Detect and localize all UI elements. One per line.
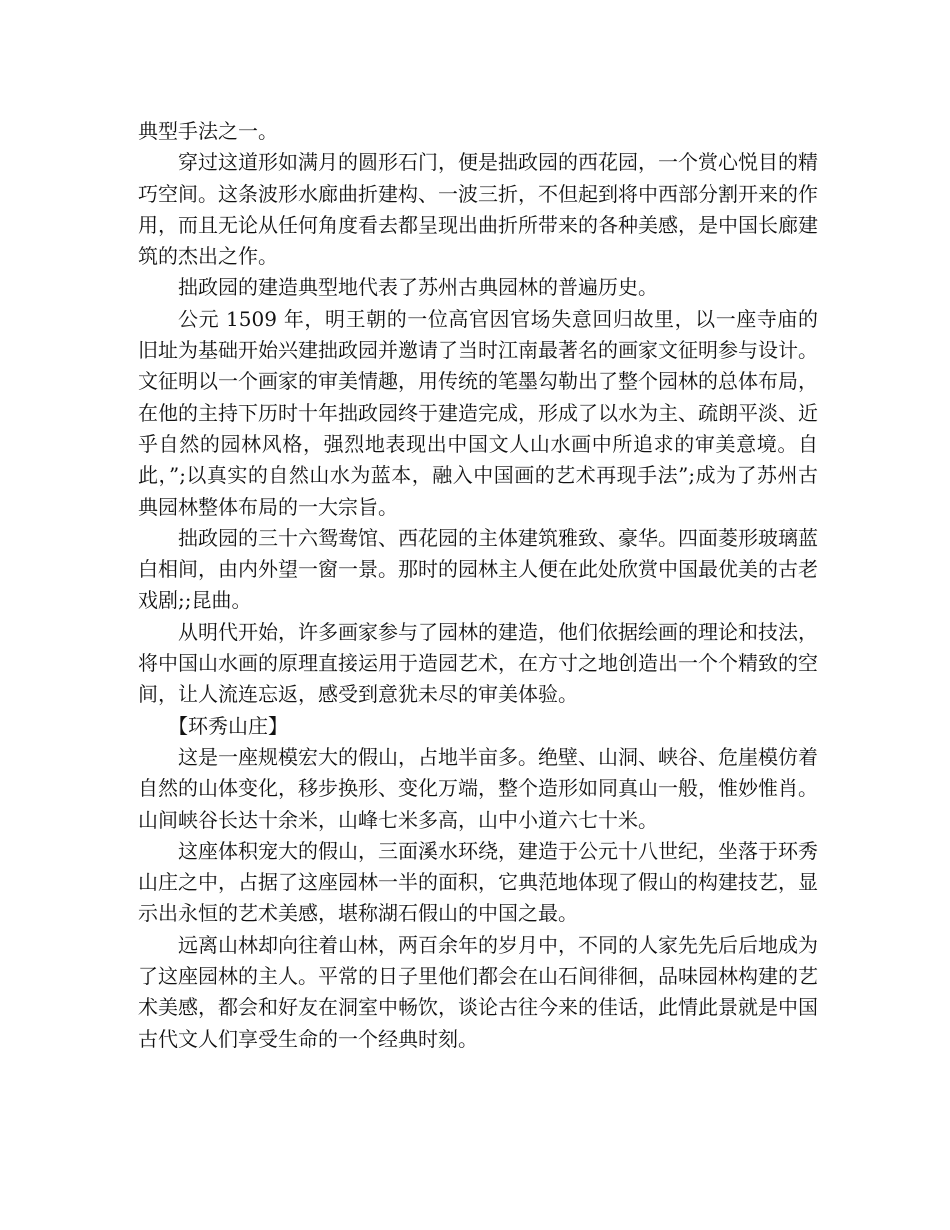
paragraph-west-garden: 穿过这道形如满月的圆形石门，便是拙政园的西花园，一个赏心悦目的精巧空间。这条波形水廊曲折建构、一波三折，不但起到将中西部分割开来的作用，而且无论从任何角度看去都呈现出曲折所带来的各种美感，是中国长廊建筑的杰出之作。	[138, 150, 818, 269]
paragraph-garden-owners: 远离山林却向往着山林，两百余年的岁月中，不同的人家先先后后地成为了这座园林的主人。平常的日子里他们都会在山石间徘徊，品味园林构建的艺术美感，都会和好友在洞室中畅饮，谈论古往今来的佳话，此情此景就是中国古代文人们享受生命的一个经典时刻。	[138, 932, 818, 1051]
paragraph-continuation: 典型手法之一。	[138, 119, 278, 143]
paragraph-rockery-description: 这是一座规模宏大的假山，占地半亩多。绝壁、山洞、峡谷、危崖模仿着自然的山体变化，移步换形、变化万端，整个造形如同真山一般，惟妙惟肖。山间峡谷长达十余米，山峰七米多高，山中小道六七十米。	[138, 744, 818, 832]
section-heading: 【环秀山庄】	[168, 713, 288, 738]
paragraph-ming-painters: 从明代开始，许多画家参与了园林的建造，他们依据绘画的理论和技法，将中国山水画的原理直接运用于造园艺术，在方寸之地创造出一个个精致的空间，让人流连忘返，感受到意犹未尽的审美体验。	[138, 619, 818, 707]
paragraph-rockery-history: 这座体积宠大的假山，三面溪水环绕，建造于公元十八世纪，坐落于环秀山庄之中，占据了这座园林一半的面积，它典范地体现了假山的构建技艺，显示出永恒的艺术美感，堪称湖石假山的中国之最。	[138, 838, 818, 926]
paragraph-mandarin-duck-hall: 拙政园的三十六鸳鸯馆、西花园的主体建筑雅致、豪华。四面菱形玻璃蓝白相间，由内外望一窗一景。那时的园林主人便在此处欣赏中国最优美的古老戏剧;;昆曲。	[138, 525, 818, 613]
paragraph-history-intro: 拙政园的建造典型地代表了苏州古典园林的普遍历史。	[178, 275, 658, 300]
document-body	[138, 116, 818, 1055]
paragraph-1509-history: 公元 1509 年，明王朝的一位高官因官场失意回归故里，以一座寺庙的旧址为基础开始兴建拙政园并邀请了当时江南最著名的画家文征明参与设计。文征明以一个画家的审美情趣，用传统的笔墨勾勒出了整个园林的总体布局，在他的主持下历时十年拙政园终于建造完成，形成了以水为主、疏朗平淡、近乎自然的园林风格，强烈地表现出中国文人山水画中所追求的审美意境。自此，”;以真实的自然山水为蓝本，融入中国画的艺术再现手法”;成为了苏州古典园林整体布局的一大宗旨。	[138, 306, 818, 519]
